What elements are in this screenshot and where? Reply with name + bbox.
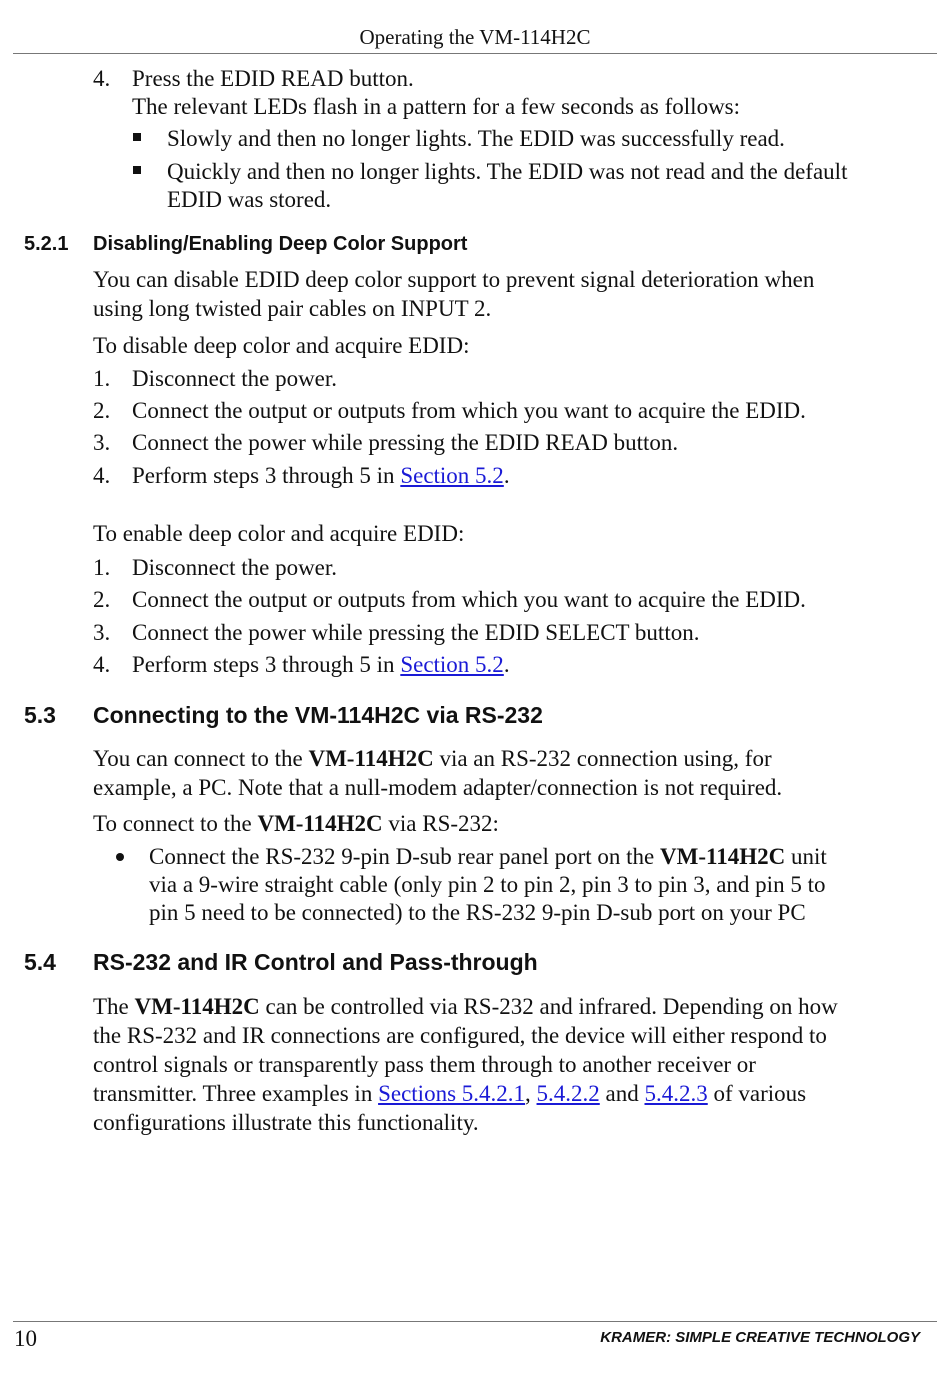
- footer-rule: [13, 1321, 937, 1322]
- section-heading-5-4: [24, 949, 538, 976]
- paragraph-line: [93, 745, 923, 773]
- section-5-2-link[interactable]: Section 5.2: [400, 463, 504, 488]
- step-text: Press the EDID READ button.: [132, 66, 414, 91]
- bullet-text: Slowly and then no longer lights. The EDID was successfully read.: [167, 126, 785, 151]
- step-text: Connect the output or outputs from which you want to acquire the EDID.: [132, 587, 806, 612]
- bullet-text-continued: EDID was stored.: [167, 187, 332, 212]
- section-5-4-2-3-link[interactable]: 5.4.2.3: [644, 1081, 708, 1106]
- text-run: The: [93, 994, 135, 1019]
- paragraph-line: control signals or transparently pass them through to another receiver or: [93, 1052, 756, 1077]
- step-text: [132, 651, 510, 679]
- text-run: can be controlled via RS-232 and infrared. Depending on how: [259, 994, 838, 1019]
- text-run: transmitter. Three examples in: [93, 1081, 379, 1106]
- step-number: 4.: [93, 463, 111, 488]
- header-rule: [13, 53, 937, 54]
- step-number: 4.: [93, 66, 111, 91]
- section-title: Connecting to the VM-114H2C via RS-232: [93, 702, 543, 728]
- bullet-text: [149, 843, 827, 871]
- section-title: Disabling/Enabling Deep Color Support: [93, 233, 468, 255]
- paragraph-line: [93, 993, 923, 1021]
- step-number: 2.: [93, 398, 111, 423]
- step-text: Disconnect the power.: [132, 366, 338, 391]
- square-bullet-icon: [133, 166, 141, 174]
- section-5-2-link[interactable]: Section 5.2: [400, 652, 504, 677]
- paragraph-line: using long twisted pair cables on INPUT 2.: [93, 296, 492, 321]
- step-text: [132, 462, 510, 490]
- section-5-4-2-1-link[interactable]: Sections 5.4.2.1: [378, 1081, 526, 1106]
- section-title: RS-232 and IR Control and Pass-through: [93, 949, 538, 975]
- running-header: Operating the VM-114H2C: [359, 25, 591, 49]
- section-heading-5-3: [24, 702, 543, 729]
- section-number: 5.3: [24, 702, 56, 728]
- text-run: You can connect to the: [93, 746, 309, 771]
- step-number: 2.: [93, 587, 111, 612]
- procedure-heading: To enable deep color and acquire EDID:: [93, 521, 465, 546]
- step-text: Connect the output or outputs from which you want to acquire the EDID.: [132, 398, 806, 423]
- step-number: 3.: [93, 620, 111, 645]
- bullet-text: Quickly and then no longer lights. The EDID was not read and the default: [167, 159, 848, 184]
- paragraph-line: [93, 810, 923, 838]
- product-name: VM-114H2C: [257, 811, 383, 836]
- paragraph-line: [93, 1080, 923, 1108]
- product-name: VM-114H2C: [660, 844, 786, 869]
- square-bullet-icon: [133, 133, 141, 141]
- bullet-text-continued: pin 5 need to be connected) to the RS-232 9-pin D-sub port on your PC: [149, 900, 806, 925]
- section-number: 5.2.1: [24, 233, 69, 255]
- text-run: To connect to the: [93, 811, 258, 836]
- bullet-text-continued: via a 9-wire straight cable (only pin 2 to pin 2, pin 3 to pin 3, and pin 5 to: [149, 872, 826, 897]
- text-run: unit: [785, 844, 827, 869]
- step-number: 3.: [93, 430, 111, 455]
- section-number: 5.4: [24, 949, 56, 975]
- step-text-pre: Perform steps 3 through 5 in: [132, 463, 401, 488]
- procedure-heading: To disable deep color and acquire EDID:: [93, 333, 470, 358]
- step-number: 1.: [93, 366, 111, 391]
- step-text-post: .: [503, 463, 510, 488]
- step-text-post: .: [503, 652, 510, 677]
- product-name: VM-114H2C: [308, 746, 434, 771]
- text-run: ,: [525, 1081, 537, 1106]
- footer-brand: KRAMER: SIMPLE CREATIVE TECHNOLOGY: [600, 1329, 920, 1346]
- text-run: via RS-232:: [382, 811, 499, 836]
- text-run: of various: [707, 1081, 807, 1106]
- step-text: Connect the power while pressing the EDID SELECT button.: [132, 620, 700, 645]
- paragraph-line: You can disable EDID deep color support to prevent signal deterioration when: [93, 267, 815, 292]
- text-run: via an RS-232 connection using, for: [433, 746, 772, 771]
- round-bullet-icon: [116, 853, 124, 861]
- step-number: 4.: [93, 652, 111, 677]
- page-number: 10: [14, 1326, 37, 1351]
- step-text: Disconnect the power.: [132, 555, 338, 580]
- product-name: VM-114H2C: [134, 994, 260, 1019]
- section-heading-5-2-1: [24, 233, 468, 256]
- step-subtext: The relevant LEDs flash in a pattern for a few seconds as follows:: [132, 94, 741, 119]
- text-run: Connect the RS-232 9-pin D-sub rear panel port on the: [149, 844, 660, 869]
- step-text-pre: Perform steps 3 through 5 in: [132, 652, 401, 677]
- paragraph-line: configurations illustrate this functionality.: [93, 1110, 479, 1135]
- text-run: and: [599, 1081, 645, 1106]
- section-5-4-2-2-link[interactable]: 5.4.2.2: [536, 1081, 600, 1106]
- step-number: 1.: [93, 555, 111, 580]
- paragraph-line: the RS-232 and IR connections are configured, the device will either respond to: [93, 1023, 827, 1048]
- paragraph-line: example, a PC. Note that a null-modem adapter/connection is not required.: [93, 775, 783, 800]
- step-text: Connect the power while pressing the EDID READ button.: [132, 430, 679, 455]
